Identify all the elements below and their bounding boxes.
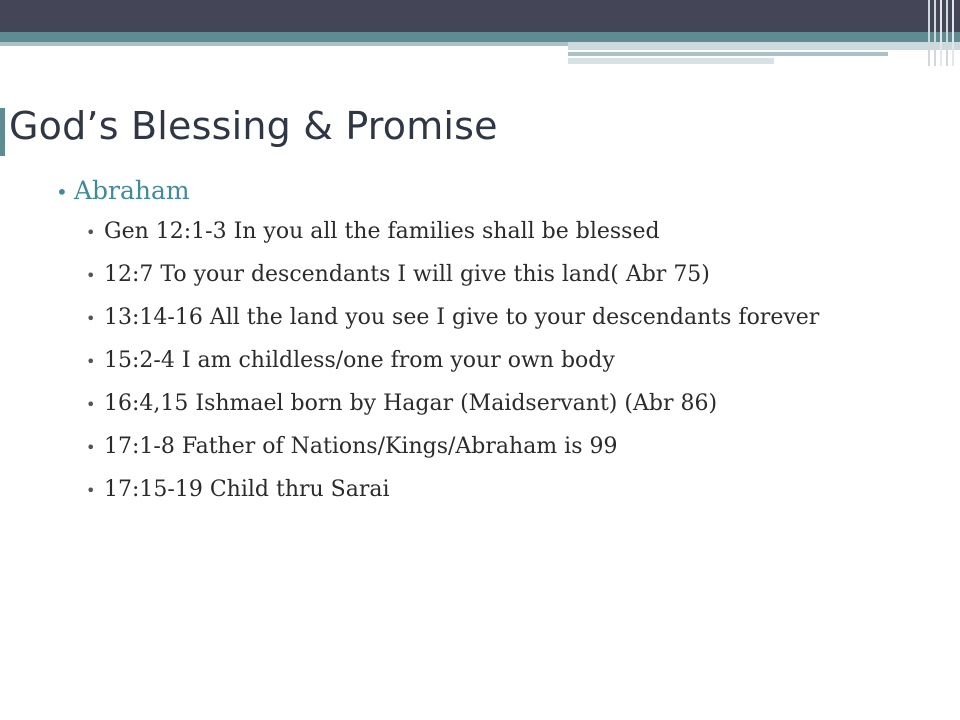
slide-title: God’s Blessing & Promise [9, 104, 498, 148]
list-item [86, 346, 936, 376]
list-item-text: 15:2-4 I am childless/one from your own body [104, 348, 615, 373]
list-item-text: 17:1-8 Father of Nations/Kings/Abraham is 99 [104, 434, 618, 459]
bullet-icon: • [86, 223, 96, 242]
bullet-level1 [56, 176, 936, 205]
header-stripe-light-2 [568, 42, 960, 50]
bullet-icon: • [56, 180, 68, 204]
bullet-icon: • [86, 438, 96, 457]
list-item-text: 17:15-19 Child thru Sarai [104, 477, 390, 502]
bullet-icon: • [86, 352, 96, 371]
sub-bullet-list [56, 217, 936, 505]
list-item [86, 303, 936, 333]
header-band [0, 0, 960, 32]
header-stripe-light-3 [568, 52, 888, 56]
list-item [86, 389, 936, 419]
list-item [86, 260, 936, 290]
slide-content [56, 176, 936, 518]
list-item [86, 217, 936, 247]
title-marker [0, 108, 5, 156]
list-item-text: 12:7 To your descendants I will give this land( Abr 75) [104, 262, 710, 287]
header-stripe [0, 32, 960, 42]
header-stripe-light [0, 42, 568, 46]
header-edge-lines [926, 0, 960, 66]
list-item-text: 16:4,15 Ishmael born by Hagar (Maidservant) (Abr 86) [104, 391, 718, 416]
header-stripe-light-4 [568, 58, 774, 64]
list-item-text: Gen 12:1-3 In you all the families shall be blessed [104, 219, 660, 244]
bullet-icon: • [86, 309, 96, 328]
bullet-icon: • [86, 481, 96, 500]
bullet-icon: • [86, 395, 96, 414]
bullet-icon: • [86, 266, 96, 285]
list-item-text: 13:14-16 All the land you see I give to your descendants forever [104, 305, 820, 330]
list-item [86, 432, 936, 462]
list-item [86, 475, 936, 505]
bullet-text: Abraham [74, 176, 190, 205]
